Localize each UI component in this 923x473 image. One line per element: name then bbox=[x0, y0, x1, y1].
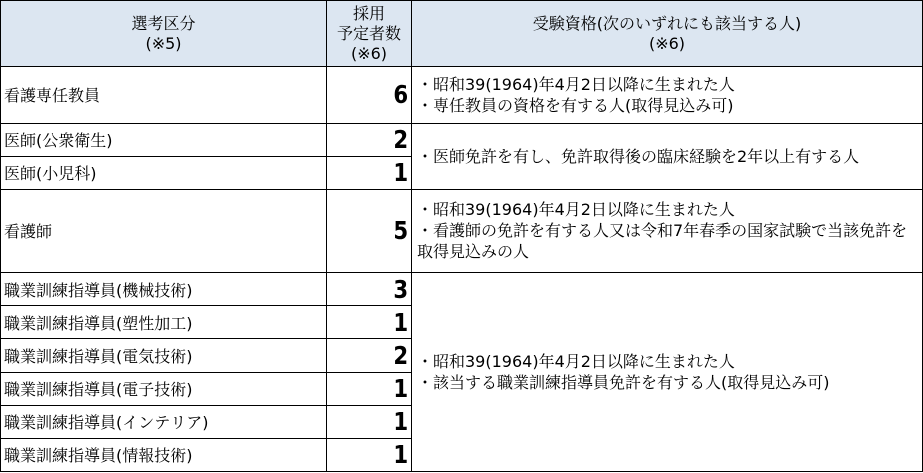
header-row bbox=[1, 1, 923, 67]
category-header bbox=[1, 1, 327, 67]
qualification-header-note: (※6) bbox=[648, 33, 686, 53]
qualification-line: ・医師免許を有し、免許取得後の臨床経験を2年以上有する人 bbox=[417, 146, 860, 166]
count-header-line1: 採用 bbox=[352, 3, 385, 23]
category-cell: 医師(小児科) bbox=[1, 156, 327, 189]
count-cell: 1 bbox=[339, 306, 411, 339]
count-cell: 6 bbox=[339, 67, 411, 123]
category-cell: 看護専任教員 bbox=[1, 67, 327, 123]
count-cell: 1 bbox=[339, 405, 411, 438]
count-cell: 2 bbox=[339, 123, 411, 156]
qualification-line: ・昭和39(1964)年4月2日以降に生まれた人 bbox=[417, 352, 735, 372]
category-cell: 職業訓練指導員(機械技術) bbox=[1, 273, 327, 306]
table-row bbox=[1, 123, 923, 156]
qualification-cell bbox=[412, 67, 923, 123]
category-cell: 職業訓練指導員(情報技術) bbox=[1, 438, 327, 471]
count-cell: 1 bbox=[339, 372, 411, 405]
qualification-cell bbox=[412, 123, 923, 189]
count-cell: 2 bbox=[339, 339, 411, 372]
count-cell: 5 bbox=[339, 189, 411, 272]
qualification-header bbox=[412, 1, 923, 67]
qualification-cell bbox=[412, 189, 923, 272]
qualification-line: ・専任教員の資格を有する人(取得見込み可) bbox=[417, 95, 734, 115]
count-cell: 3 bbox=[339, 273, 411, 306]
qualification-line: ・看護師の免許を有する人又は令和7年春季の国家試験で当該免許を取得見込みの人 bbox=[417, 221, 908, 262]
count-header-line2: 予定者数 bbox=[336, 23, 401, 43]
qualification-line: ・昭和39(1964)年4月2日以降に生まれた人 bbox=[417, 200, 735, 220]
table-row bbox=[1, 67, 923, 123]
category-cell: 職業訓練指導員(電子技術) bbox=[1, 372, 327, 405]
category-cell: 職業訓練指導員(インテリア) bbox=[1, 405, 327, 438]
qualification-line: ・該当する職業訓練指導員免許を有する人(取得見込み可) bbox=[417, 373, 830, 393]
table-row bbox=[1, 273, 923, 306]
category-header-note: (※5) bbox=[145, 33, 182, 53]
count-cell: 1 bbox=[339, 438, 411, 471]
category-cell: 職業訓練指導員(塑性加工) bbox=[1, 306, 327, 339]
table-row bbox=[1, 189, 923, 272]
category-cell: 職業訓練指導員(電気技術) bbox=[1, 339, 327, 372]
count-cell: 1 bbox=[339, 156, 411, 189]
count-header-note: (※6) bbox=[350, 43, 388, 63]
category-header-title: 選考区分 bbox=[131, 13, 196, 33]
category-cell: 医師(公衆衛生) bbox=[1, 123, 327, 156]
qualification-line: ・昭和39(1964)年4月2日以降に生まれた人 bbox=[417, 74, 735, 94]
qualification-header-title: 受験資格(次のいずれにも該当する人) bbox=[532, 13, 802, 33]
category-cell: 看護師 bbox=[1, 189, 327, 272]
qualification-cell bbox=[412, 273, 923, 472]
count-header bbox=[327, 1, 412, 67]
